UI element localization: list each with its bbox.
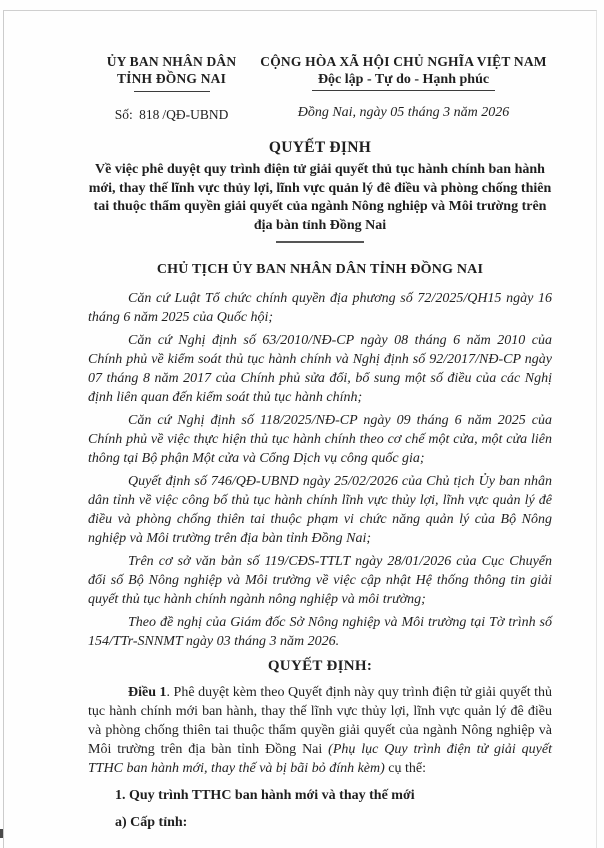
national-header-block <box>255 53 552 123</box>
article-1-text-end: cụ thể: <box>384 761 427 776</box>
title-underline <box>276 241 364 243</box>
document-subject: Về việc phê duyệt quy trình điện tử giải quyết thủ tục hành chính ban hành mới, thay thế lĩnh vực thủy lợi, lĩnh vực quản lý đê điều và phòng chống thiên tai thuộc thẩm quyền giải quyết của ngành Nông nghiệp và Môi trường trên địa bàn tỉnh Đồng Nai <box>88 162 552 233</box>
issuing-agency-block <box>88 53 255 123</box>
authority-heading: CHỦ TỊCH ỦY BAN NHÂN DÂN TỈNH ĐỒNG NAI <box>156 262 484 277</box>
preamble-paragraph-2: Căn cứ Nghị định số 63/2010/NĐ-CP ngày 08 tháng 6 năm 2010 của Chính phủ về kiểm soát thủ tục hành chính và Nghị định số 92/2017/NĐ-CP ngày 07 tháng 8 năm 2017 của Chính phủ sửa đổi, bổ sung một số điều của các Nghị định liên quan đến kiểm soát thủ tục hành chính; <box>88 333 552 405</box>
place-and-date: Đồng Nai, ngày 05 tháng 3 năm 2026 <box>297 105 510 120</box>
title-block <box>88 139 552 278</box>
issuing-agency-line1: ỦY BAN NHÂN DÂN <box>106 54 237 69</box>
document-number-suffix: /QĐ-UBND <box>162 107 229 122</box>
decision-heading: QUYẾT ĐỊNH: <box>267 658 373 674</box>
national-name: CỘNG HÒA XÃ HỘI CHỦ NGHĨA VIỆT NAM <box>260 54 547 69</box>
article-1-annex-note: (Phụ lục Quy trình điện tử giải quyết TTHC ban hành mới, thay thế và bị bãi bỏ đính kèm) <box>88 742 552 776</box>
preamble-paragraph-4: Quyết định số 746/QĐ-UBND ngày 25/02/2026 của Chủ tịch Ủy ban nhân dân tỉnh về việc công bố thủ tục hành chính lĩnh vực thủy lợi, lĩnh vực quản lý đê điều và phòng chống thiên tai thuộc phạm vi chức năng quản lý của Bộ Nông nghiệp và Môi trường trên địa bàn tỉnh Đồng Nai; <box>88 474 552 546</box>
preamble-paragraph-5: Trên cơ sở văn bản số 119/CĐS-TTLT ngày 28/01/2026 của Cục Chuyển đổi số Bộ Nông nghiệp và Môi trường về việc cập nhật Hệ thống thông tin giải quyết thủ tục hành chính ngành nông nghiệp và môi trường; <box>88 554 552 607</box>
subsection-a-heading: a) Cấp tỉnh: <box>115 815 188 830</box>
national-motto-wrap <box>255 70 552 91</box>
article-1-paragraph <box>88 683 552 778</box>
document-type-heading: QUYẾT ĐỊNH <box>268 139 372 156</box>
preamble-paragraph-6: Theo đề nghị của Giám đốc Sở Nông nghiệp và Môi trường tại Tờ trình số 154/TTr-SNNMT ngày 03 tháng 3 năm 2026. <box>88 615 552 649</box>
scan-edge-artifact <box>0 829 3 838</box>
article-1-text: . Phê duyệt kèm theo Quyết định này quy trình điện tử giải quyết thủ tục hành chính mới ban hành, thay thế lĩnh vực thủy lợi, lĩnh vực quản lý đê điều và phòng chống thiên tai thuộc thẩm quyền giải quyết của ngành Nông nghiệp và Môi trường trên địa bàn tỉnh Đồng Nai <box>88 685 553 757</box>
preamble-paragraph-1: Căn cứ Luật Tổ chức chính quyền địa phương số 72/2025/QH15 ngày 16 tháng 6 năm 2025 của Quốc hội; <box>88 291 552 325</box>
document-content <box>88 53 552 832</box>
preamble-section <box>88 289 552 651</box>
preamble-paragraph-3: Căn cứ Nghị định số 118/2025/NĐ-CP ngày 09 tháng 6 năm 2025 của Chính phủ về việc thực hiện thủ tục hành chính theo cơ chế một cửa, một cửa liên thông tại Bộ phận Một cửa và Cổng Dịch vụ công quốc gia; <box>88 413 552 466</box>
national-motto: Độc lập - Tự do - Hạnh phúc <box>312 71 495 91</box>
issuing-agency-line2: TỈNH ĐỒNG NAI <box>116 71 227 86</box>
section-1-heading: 1. Quy trình TTHC ban hành mới và thay thế mới <box>115 788 415 803</box>
article-1-label: Điều 1 <box>128 685 167 700</box>
agency-underline <box>134 91 210 92</box>
document-header <box>88 53 552 123</box>
document-number-line <box>88 107 255 123</box>
document-number-value: 818 <box>139 107 160 122</box>
document-number-prefix: Số: <box>114 107 137 122</box>
